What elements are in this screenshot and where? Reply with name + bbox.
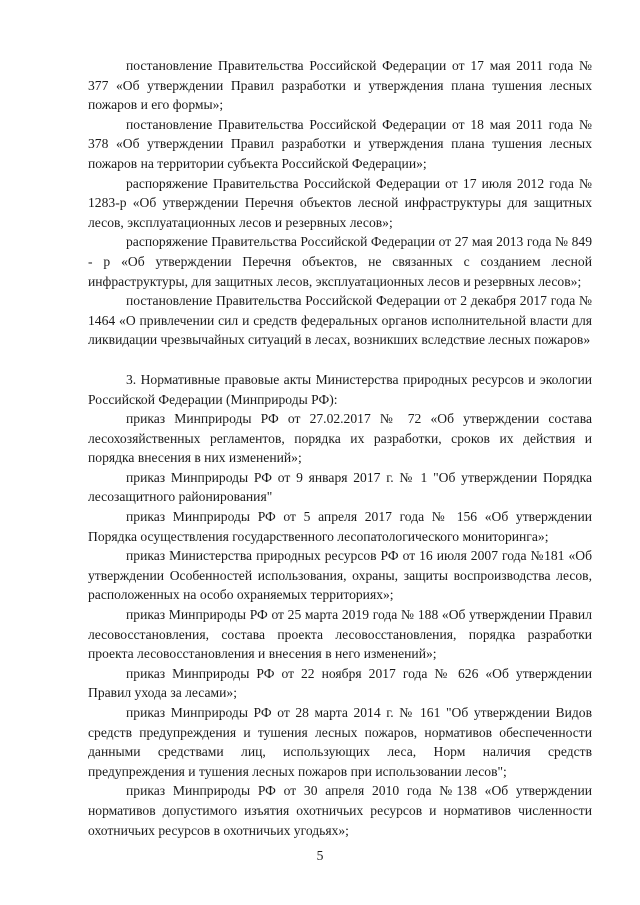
page-number: 5 bbox=[316, 848, 324, 863]
list-item: приказ Минприроды РФ от 30 апреля 2010 года №138 «Об утверждении нормативов допустимого изъятия охотничьих ресурсов и нормативов численности охотничьих ресурсов в охотничьих угодьях»; bbox=[88, 783, 592, 838]
list-item: приказ Министерства природных ресурсов РФ от 16 июля 2007 года №181 «Об утверждении Особенностей использования, охраны, защиты воспроизводства лесов, расположенных на особо охраняемых территориях»; bbox=[88, 548, 592, 603]
list-item: приказ Минприроды РФ от 22 ноября 2017 года № 626 «Об утверждении Правил ухода за лесами»; bbox=[88, 665, 592, 701]
list-item: приказ Минприроды РФ от 25 марта 2019 года № 188 «Об утверждении Правил лесовосстановления, состава проекта лесовосстановления, порядка разработки проекта лесовосстановления и внесения в него изменений»; bbox=[88, 607, 592, 662]
paragraph-government-decree-377: постановление Правительства Российской Федерации от 17 мая 2011 года № 377 «Об утверждении Правил разработки и утверждения плана тушения лесных пожаров и его формы»; bbox=[88, 58, 592, 113]
list-item: приказ Минприроды РФ от 5 апреля 2017 года № 156 «Об утверждении Порядка осуществления государственного лесопатологического мониторинга»; bbox=[88, 509, 592, 544]
section-3-heading: 3. Нормативные правовые акты Министерства природных ресурсов и экологии Российской Федерации (Минприроды РФ): bbox=[88, 371, 592, 407]
paragraph-government-order-1283: распоряжение Правительства Российской Федерации от 17 июля 2012 года № 1283-р «Об утверждении Перечня объектов лесной инфраструктуры для защитных лесов, эксплуатационных лесов и резервных лесов»; bbox=[88, 175, 592, 230]
paragraph-government-decree-378: постановление Правительства Российской Федерации от 18 мая 2011 года № 378 «Об утверждении Правил разработки и утверждения плана тушения лесных пожаров на территории субъекта Российской Федерации»; bbox=[88, 116, 592, 171]
paragraph-government-order-849: распоряжение Правительства Российской Федерации от 27 мая 2013 года № 849 - р «Об утверждении Перечня объектов, не связанных с созданием лесной инфраструктуры, для защитных лесов, эксплуатационных лесов и резервных лесов»; bbox=[88, 234, 592, 289]
list-item: приказ Минприроды РФ от 9 января 2017 г. № 1 "Об утверждении Порядка лесозащитного районирования" bbox=[88, 469, 592, 505]
document-page bbox=[88, 56, 592, 840]
list-item: приказ Минприроды РФ от 27.02.2017 № 72 «Об утверждении состава лесохозяйственных регламентов, порядка их разработки, сроков их действия и порядка внесения в них изменений»; bbox=[88, 411, 592, 466]
paragraph-government-decree-1464: постановление Правительства Российской Федерации от 2 декабря 2017 года № 1464 «О привлечении сил и средств федеральных органов исполнительной власти для ликвидации чрезвычайных ситуаций в лесах, возникших вследствие лесных пожаров» bbox=[88, 293, 592, 348]
list-item: приказ Минприроды РФ от 28 марта 2014 г. № 161 "Об утверждении Видов средств предупреждения и тушения лесных пожаров, нормативов обеспеченности данными средствами лиц, использующих леса, Норм наличия средств предупреждения и тушения лесных пожаров при использовании лесов"; bbox=[88, 705, 592, 779]
